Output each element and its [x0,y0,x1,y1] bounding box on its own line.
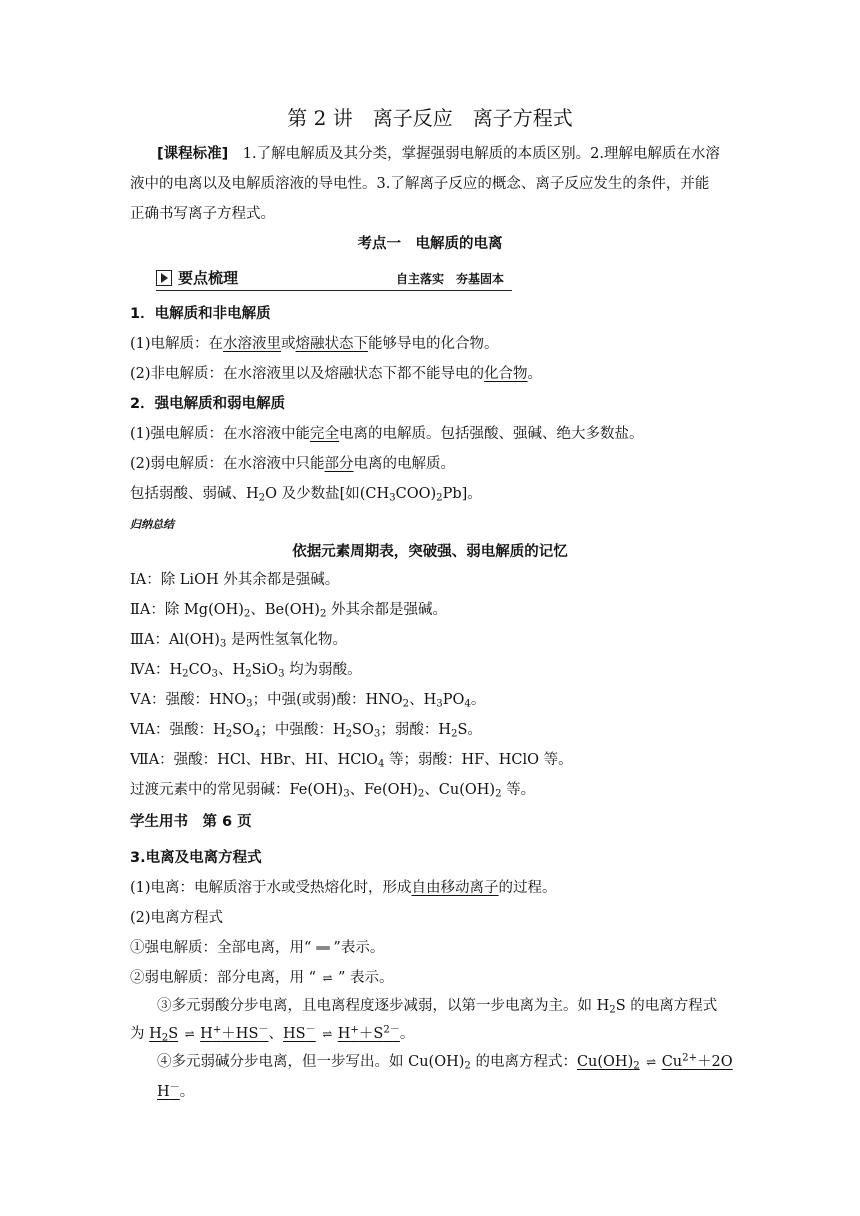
subscript: 4 [253,728,261,740]
s3-line-d [130,968,394,988]
group-6a [130,720,482,740]
text: O 及少数盐[如(CH [265,486,390,502]
subscript: 2 [417,788,425,800]
text: SO [232,722,254,738]
text: 过渡元素中的常见弱碱：Fe(OH) [130,782,344,798]
text: SO [352,722,374,738]
standard-text-1: 1.了解电解质及其分类，掌握强弱电解质的本质区别。2.理解电解质在水溶 [242,146,720,162]
subscript: 2 [161,1032,169,1044]
s1-line-a [130,334,499,354]
answer-underlined: 完全 [310,426,340,442]
text: 外其余都是强碱。 [326,602,448,618]
text: 是两性氢氧化物。 [226,632,347,648]
text: ⅡA：除 Mg(OH) [130,602,244,618]
text: ⅢA：Al(OH) [130,632,220,648]
s3-line-c [130,938,384,958]
subscript: 2 [450,728,458,740]
answer-underlined: 熔融状态下 [295,336,369,352]
s3-line-g [157,1052,733,1072]
subscript: 2 [633,1060,640,1072]
s1-line-b [130,364,542,384]
standard-line-1 [157,144,720,164]
text: 等。 [501,782,536,798]
subscript: 2 [464,1060,471,1072]
text: 、Cu(OH) [424,782,496,798]
standard-line-3: 正确书写离子方程式。 [130,206,275,222]
text: COO) [395,486,437,502]
s3-line-h [157,1082,194,1102]
text: 、 [268,1026,284,1042]
text: H [149,1026,162,1042]
text: 、Fe(OH) [349,782,418,798]
group-4a [130,660,362,680]
key-points-bar [156,268,512,291]
superscript: 2+ [682,1052,698,1064]
text: 。 [470,692,486,708]
text: Cu(OH) [576,1054,634,1070]
subscript: 3 [436,698,443,710]
subscript: 3 [219,638,227,650]
subscript: 3 [278,668,285,680]
text: ②弱电解质：部分电离，用 “ [130,970,317,986]
text: 能够导电的化合物。 [368,336,499,352]
text: S。 [457,722,482,738]
group-2a [130,600,447,620]
subscript: 2 [182,668,189,680]
text: Pb]。 [442,486,482,502]
superscript: + [350,1024,359,1036]
reversible-arrow-icon: ⇌ [322,971,332,985]
s3-line-b: (2)电离方程式 [130,910,224,926]
memory-title: 依据元素周期表，突破强、弱电解质的记忆 [292,544,568,560]
s3-line-a [130,878,557,898]
text: (2)弱电解质：在水溶液中只能 [130,456,325,472]
superscript: － [305,1024,316,1036]
subscript: 2 [495,788,502,800]
key-points-subtitle: 自主落实 夯基固本 [395,272,504,286]
text: 、Be(OH) [250,602,320,618]
text: ＋2O [697,1054,733,1070]
equation-continued [157,1084,180,1100]
text: ；中强酸：H [260,722,346,738]
text: 均为弱酸。 [284,662,362,678]
text: H [200,1026,213,1042]
text: 、H [409,692,437,708]
text: S [168,1026,179,1042]
h2s-equation-1 [149,1026,268,1042]
subscript: 2 [243,608,251,620]
summary-label: 归纳总结 [130,518,174,531]
text: ⅥA：强酸：H [130,722,226,738]
text: 的过程。 [498,880,557,896]
text: 电离的电解质。包括强酸、强碱、绝大多数盐。 [339,426,644,442]
section-title: 考点一 电解质的电离 [357,236,503,252]
text: H [337,1026,351,1042]
superscript: + [212,1024,222,1036]
text: 包括弱酸、弱碱、H [130,486,259,502]
s3-line-f [130,1024,414,1044]
play-triangle-icon [156,270,172,286]
answer-underlined: 化合物 [484,366,528,382]
text: ⅦA：强酸：HCl、HBr、HI、HClO [130,752,378,768]
text: 或 [281,336,296,352]
subscript: 3 [389,492,396,504]
text: ④多元弱碱分步电离，但一步写出。如 Cu(OH) [157,1054,465,1070]
text: 为 [130,1026,150,1042]
text: 。 [179,1084,195,1100]
text: 等；弱酸：HF、HClO 等。 [384,752,573,768]
text: PO [442,692,465,708]
text: ”表示。 [333,940,385,956]
key-points-label: 要点梳理 [178,269,239,287]
text: (1)电离：电解质溶于水或受热熔化时，形成 [130,880,412,896]
text: 。 [527,366,543,382]
h2s-equation-2 [283,1026,400,1042]
s2-line-a [130,424,644,444]
subscript: 2 [319,608,327,620]
book-reference: 学生用书 第 6 页 [130,814,252,830]
superscript: 2－ [383,1024,400,1036]
text: S 的电离方程式 [615,998,718,1014]
group-5a [130,690,485,710]
subscript: 4 [377,758,385,770]
transition-elements [130,780,535,800]
text: SiO [251,662,279,678]
subscript: 2 [258,492,266,504]
text: ③多元弱酸分步电离，且电离程度逐步减弱，以第一步电离为主。如 H [157,998,610,1014]
text: (2)非电解质：在水溶液里以及熔融状态下都不能导电的 [130,366,485,382]
text: (1)强电解质：在水溶液中能 [130,426,311,442]
s1-heading: 1．电解质和非电解质 [130,306,271,322]
group-1a: ⅠA：除 LiOH 外其余都是强碱。 [130,572,340,588]
subscript: 2 [345,728,353,740]
reversible-arrow-icon: ⇌ [646,1055,656,1069]
text: 的电离方程式： [470,1054,577,1070]
s3-line-e [157,996,717,1016]
subscript: 2 [402,698,410,710]
text: HS [283,1026,306,1042]
text: 。 [399,1026,415,1042]
answer-underlined: 自由移动离子 [411,880,499,896]
group-3a [130,630,347,650]
text: ⅤA：强酸：HNO [130,692,247,708]
subscript: 4 [464,698,471,710]
subscript: 2 [245,668,252,680]
text: ①强电解质：全部电离，用“ [130,940,312,956]
subscript: 3 [373,728,381,740]
equals-symbol: ══ [316,941,329,955]
s2-line-b [130,454,455,474]
answer-underlined: 部分 [324,456,354,472]
subscript: 3 [246,698,253,710]
superscript: － [169,1082,180,1094]
s3-heading: 3.电离及电离方程式 [130,850,262,866]
s2-line-c [130,484,482,504]
text: (1)电解质：在 [130,336,224,352]
standard-line-2: 液中的电离以及电解质溶液的导电性。3.了解离子反应的概念、离子反应发生的条件，并能 [130,176,710,192]
answer-underlined: 水溶液里 [223,336,282,352]
reversible-arrow-icon: ⇌ [322,1027,332,1041]
text: ＋HS [221,1026,259,1042]
superscript: － [258,1024,269,1036]
subscript: 2 [436,492,443,504]
text: ＋S [358,1026,384,1042]
text: CO [188,662,212,678]
subscript: 2 [609,1004,616,1016]
subscript: 2 [225,728,233,740]
text: ” 表示。 [338,970,394,986]
group-7a [130,750,573,770]
reversible-arrow-icon: ⇌ [184,1027,194,1041]
text: 电离的电解质。 [353,456,456,472]
standard-tag: [课程标准] [157,146,229,162]
text: H [157,1084,170,1100]
text: 、H [218,662,246,678]
text: ；弱酸：H [380,722,451,738]
subscript: 3 [343,788,350,800]
page-title: 第 2 讲 离子反应 离子方程式 [287,106,573,130]
text: ⅣA：H [130,662,183,678]
s2-heading: 2．强电解质和弱电解质 [130,396,286,412]
text: Cu [661,1054,683,1070]
cu-oh2-equation [577,1054,733,1070]
subscript: 3 [211,668,218,680]
text: ；中强(或弱)酸：HNO [252,692,403,708]
